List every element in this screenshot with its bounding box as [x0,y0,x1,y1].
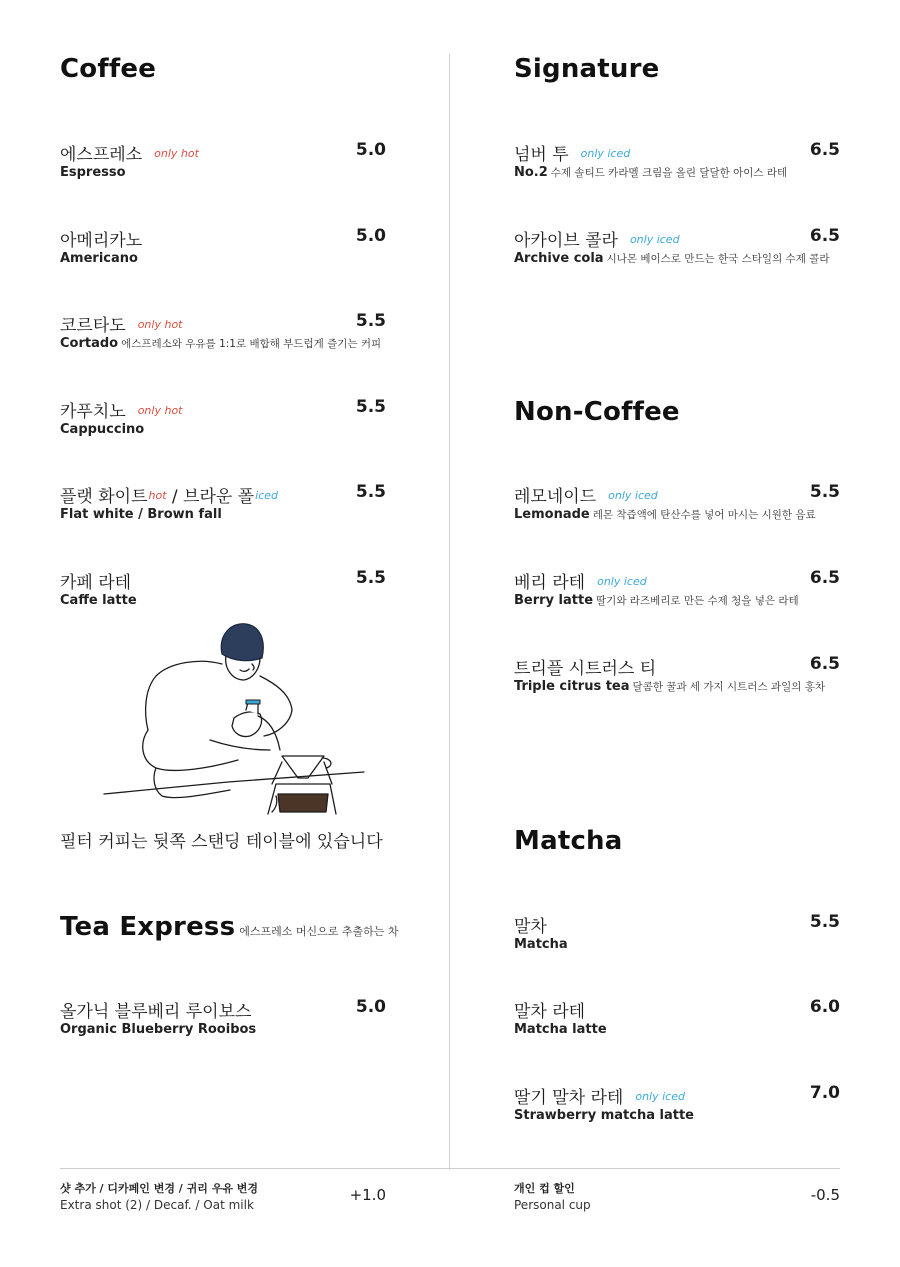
menu-item-americano [60,226,386,270]
item-description: 달콤한 꿀과 세 가지 시트러스 과일의 홍차 [632,681,825,693]
name-separator: / [166,487,184,507]
item-name-ko: 레모네이드 [514,487,597,507]
menu-item-cortado [60,311,386,355]
item-name-ko: 말차 [514,917,547,937]
item-description: 레몬 착즙액에 탄산수를 넣어 마시는 시원한 음료 [592,509,816,521]
item-name-ko: 올가닉 블루베리 루이보스 [60,1002,252,1022]
cup-label-ko: 개인 컵 할인 [514,1182,575,1195]
item-description: 딸기와 라즈베리로 만든 수제 청을 넣은 라테 [596,595,799,607]
coffee-title: Coffee [60,54,157,84]
item-name-en: Matcha [514,937,568,952]
tea-express-title-text: Tea Express [60,912,236,942]
item-name-en: Organic Blueberry Rooibos [60,1022,257,1037]
footer-extras [60,1180,386,1216]
item-price: 6.5 [809,568,840,588]
item-name-ko-flat-white: 플랫 화이트 [60,487,148,507]
only-hot-tag: only hot [137,318,183,331]
only-iced-tag: only iced [580,147,631,160]
item-description: 수제 솔티드 카라멜 크림을 올린 달달한 아이스 라테 [550,167,788,179]
signature-title: Signature [514,54,660,84]
item-price: 6.0 [809,997,840,1017]
menu-item-triple-citrus-tea [514,654,840,698]
item-name-en: Caffe latte [60,593,137,608]
item-name-ko: 넘버 투 [514,145,569,165]
item-name-ko: 베리 라테 [514,573,586,593]
item-name-ko: 코르타도 [60,316,126,336]
filter-coffee-note: 필터 커피는 뒷쪽 스탠딩 테이블에 있습니다 [60,832,383,852]
item-price: 5.0 [355,226,386,246]
barista-pour-over-illustration [100,618,370,818]
item-name-ko: 말차 라테 [514,1002,586,1022]
item-name-en: Berry latte [514,593,594,608]
item-name-en: Cortado [60,336,119,351]
footer-divider [60,1168,840,1169]
menu-item-number-two [514,140,840,184]
extras-label-ko: 샷 추가 / 디카페인 변경 / 귀리 우유 변경 [60,1182,259,1195]
item-name-ko: 에스프레소 [60,145,143,165]
only-hot-tag: only hot [154,147,199,160]
column-divider [449,54,450,1170]
item-name-en: Strawberry matcha latte [514,1108,694,1123]
item-name-en: Flat white / Brown fall [60,507,222,522]
tea-express-subtitle: 에스프레소 머신으로 추출하는 차 [239,925,399,938]
menu-item-caffe-latte [60,568,386,612]
item-price: 5.5 [809,912,840,932]
item-name-ko: 카푸치노 [60,402,126,422]
item-name-en: Archive cola [514,251,604,266]
item-name-en: Cappuccino [60,422,145,437]
item-name-en: Triple citrus tea [514,679,630,694]
menu-item-archive-cola [514,226,840,270]
item-price: 7.0 [809,1083,840,1103]
menu-item-espresso [60,140,386,184]
footer-personal-cup [514,1180,840,1216]
iced-tag: iced [255,489,279,502]
cup-label-en: Personal cup [514,1198,591,1212]
extras-price: +1.0 [349,1186,386,1204]
menu-item-strawberry-matcha-latte [514,1083,840,1127]
item-name-ko: 카페 라테 [60,573,132,593]
menu-item-berry-latte [514,568,840,612]
menu-item-flat-white-brown-fall [60,482,386,526]
item-description: 에스프레소와 우유를 1:1로 배합해 부드럽게 즐기는 커피 [121,338,382,350]
matcha-title: Matcha [514,826,623,856]
item-name-ko: 트리플 시트러스 티 [514,659,657,679]
item-price: 6.5 [809,226,840,246]
menu-item-matcha [514,912,840,956]
menu-item-matcha-latte [514,997,840,1041]
item-price: 5.5 [355,397,386,417]
item-price: 6.5 [809,140,840,160]
item-price: 5.5 [355,311,386,331]
item-price: 5.5 [355,482,386,502]
menu-item-lemonade [514,482,840,526]
menu-item-cappuccino [60,397,386,441]
item-name-ko-brown-fall: 브라운 폴 [183,487,255,507]
item-price: 5.0 [355,997,386,1017]
only-iced-tag: only iced [608,489,658,502]
only-iced-tag: only iced [597,575,647,588]
item-name-ko: 아메리카노 [60,231,143,251]
item-name-en: Espresso [60,165,126,180]
item-price: 5.0 [355,140,386,160]
item-name-en: Americano [60,251,138,266]
only-hot-tag: only hot [137,404,183,417]
item-name-ko: 딸기 말차 라테 [514,1088,624,1108]
only-iced-tag: only iced [629,233,680,246]
item-name-en: Matcha latte [514,1022,607,1037]
menu-item-organic-blueberry-rooibos [60,997,386,1041]
non-coffee-title: Non-Coffee [514,397,680,427]
item-name-en: No.2 [514,165,548,180]
item-price: 6.5 [809,654,840,674]
cup-price: -0.5 [810,1186,840,1204]
tea-express-title [60,912,399,942]
item-price: 5.5 [355,568,386,588]
item-price: 5.5 [809,482,840,502]
extras-label-en: Extra shot (2) / Decaf. / Oat milk [60,1198,254,1212]
item-description: 시나몬 베이스로 만드는 한국 스타일의 수제 콜라 [606,253,830,265]
only-iced-tag: only iced [635,1090,685,1103]
item-name-en: Lemonade [514,507,590,522]
hot-tag: hot [148,489,167,502]
item-name-ko: 아카이브 콜라 [514,231,618,251]
